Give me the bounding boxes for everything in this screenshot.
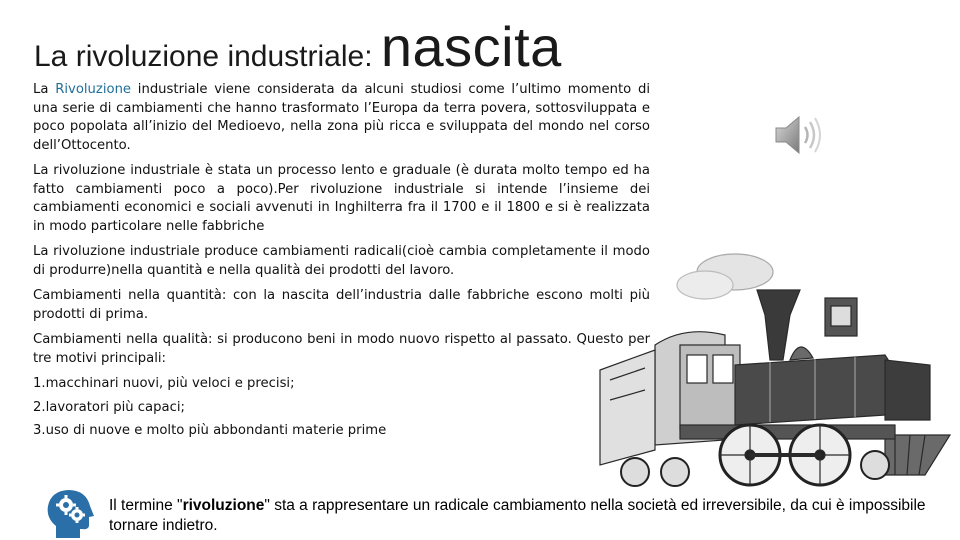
paragraph-1 — [33, 81, 650, 155]
list-item: 1.macchinari nuovi, più veloci e precisi; — [33, 376, 295, 391]
paragraph-3: La rivoluzione industriale produce cambiamenti radicali(cioè cambia completamente il modo di produrre)nella quantità e nella qualità dei prodotti del lavoro. — [33, 244, 650, 278]
list-item: 2.lavoratori più capaci; — [33, 399, 185, 415]
footer-post: " sta a rappresentare un radicale cambiamento nella società ed irreversibile, da cui è impossibile tornare indietro. — [109, 497, 926, 534]
footer-note — [109, 496, 959, 536]
p1-pre: La — [33, 82, 56, 97]
slide-title — [34, 14, 562, 79]
paragraph-5: Cambiamenti nella qualità: si producono beni in modo nuovo rispetto al passato. Questo per tre motivi principali: — [33, 332, 650, 366]
body-text — [33, 81, 650, 446]
list-item: 3.uso di nuove e molto più abbondanti materie prime — [33, 423, 387, 438]
steam-locomotive-illustration — [585, 250, 960, 510]
title-emphasis: nascita — [380, 15, 562, 78]
title-main: La rivoluzione industriale: — [34, 40, 381, 73]
footer-pre: Il termine " — [109, 497, 183, 514]
head-gears-icon — [44, 488, 100, 540]
p1-post: industriale viene considerata da alcuni studiosi come l’ultimo momento di una serie di cambiamenti che hanno trasformato l’Europa da terra povera, sottosviluppata e poco popolata all’inizio del Medioevo, nella zona più ricca e sviluppata del mondo nel corso dell’Ottocento. — [33, 82, 651, 153]
paragraph-4: Cambiamenti nella quantità: con la nascita dell’industria dalle fabbriche escono molti più prodotti di prima. — [33, 288, 650, 322]
speaker-icon[interactable] — [772, 111, 824, 159]
paragraph-2: La rivoluzione industriale è stata un processo lento e graduale (è durata molto tempo ed ha fatto cambiamenti poco a poco).Per rivoluzione industriale si intende l’insieme dei cambiamenti economici e sociali avvenuti in Inghilterra fra il 1700 e il 1800 e si è realizzata in modo particolare nelle fabbriche — [33, 163, 650, 234]
rivoluzione-link[interactable]: Rivoluzione — [55, 82, 132, 97]
footer-bold-term: rivoluzione — [182, 497, 265, 514]
